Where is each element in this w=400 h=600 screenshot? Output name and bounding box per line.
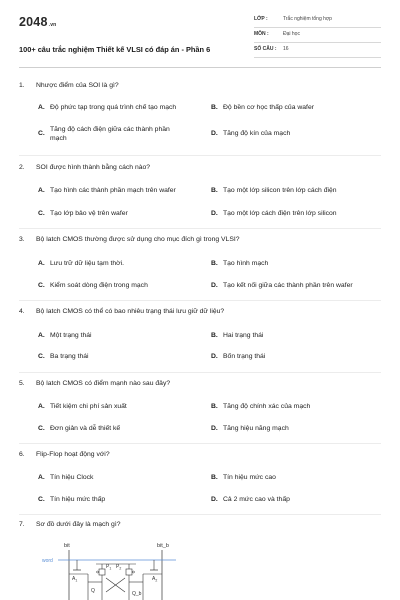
question-separator <box>19 372 381 373</box>
question-number: 5. <box>19 380 25 387</box>
question-number: 7. <box>19 521 25 528</box>
a1-label <box>72 576 77 583</box>
logo-sub: .vn <box>48 22 57 28</box>
option-letter: C. <box>38 353 45 360</box>
a2-label-main: A <box>152 576 156 582</box>
option-letter: B. <box>211 260 218 267</box>
site-logo[interactable] <box>19 15 56 29</box>
option-letter: D. <box>211 210 218 217</box>
question-text: Flip-Flop hoạt động với? <box>36 451 110 458</box>
option-text: Tạo hình mạch <box>223 260 269 267</box>
option-text: Lưu trữ dữ liệu tạm thời. <box>50 260 125 267</box>
meta-label: MÔN : <box>254 31 269 37</box>
option-letter: C. <box>38 210 45 217</box>
option-text: Tạo kết nối giữa các thành phần trên wafer <box>223 282 353 289</box>
p1-bubble <box>97 571 99 573</box>
a2-label <box>152 576 157 583</box>
option-letter: B. <box>211 403 218 410</box>
question-separator <box>19 514 381 515</box>
q-label: Q <box>91 588 95 594</box>
option-letter: D. <box>211 353 218 360</box>
question-heading <box>19 82 119 89</box>
option-text: Tín hiệu Clock <box>50 474 94 481</box>
option-letter: A. <box>38 332 45 339</box>
option-text: Một trạng thái <box>50 332 92 339</box>
a1-label-sub: 1 <box>75 578 78 583</box>
p2-label <box>116 564 121 571</box>
p1-label-main: P <box>106 564 110 570</box>
meta-row-class <box>254 13 381 28</box>
question-text: Sơ đồ dưới đây là mạch gì? <box>36 521 121 528</box>
meta-value: 16 <box>283 46 289 52</box>
bit-b-label: bit_b <box>157 543 169 549</box>
question-heading <box>19 308 224 315</box>
option-text: Tín hiệu mức cao <box>223 474 276 481</box>
a1-label-main: A <box>72 576 76 582</box>
option-text: Tạo một lớp cách điện trên lớp silicon <box>223 210 337 217</box>
option-letter: C. <box>38 496 45 503</box>
option-text: Tạo một lớp silicon trên lớp cách điện <box>223 187 337 194</box>
option-letter: A. <box>38 260 45 267</box>
p1-label <box>106 564 111 571</box>
option-text: Tín hiệu mức thấp <box>50 496 106 503</box>
header-divider <box>19 67 381 68</box>
option-letter: B. <box>211 104 218 111</box>
question-heading <box>19 451 110 458</box>
option-text: Kiểm soát dòng điện trong mạch <box>50 282 148 289</box>
circuit-diagram <box>36 538 186 600</box>
p2-bubble <box>133 571 135 573</box>
option-text: Ba trạng thái <box>50 353 89 360</box>
option-text: Cả 2 mức cao và thấp <box>223 496 290 503</box>
option-text: Tạo hình các thành phần mạch trên wafer <box>50 187 176 194</box>
option-text: Tăng độ kín của mạch <box>223 130 291 137</box>
option-text: Tiết kiệm chi phí sản xuất <box>50 403 127 410</box>
option-text: Tạo lớp bảo vệ trên wafer <box>50 210 128 217</box>
question-separator <box>19 155 381 156</box>
question-number: 6. <box>19 451 25 458</box>
question-text: Bộ latch CMOS có thể có bao nhiêu trạng thái lưu giữ dữ liệu? <box>36 308 225 315</box>
meta-label: LỚP : <box>254 16 268 22</box>
option-letter: B. <box>211 474 218 481</box>
option-letter: D. <box>211 425 218 432</box>
word-label: word <box>42 558 53 564</box>
option-letter: A. <box>38 474 45 481</box>
p1-body <box>99 569 105 575</box>
option-text: Tăng độ cách điện giữa các thành phần mạch <box>50 126 170 142</box>
bit-label: bit <box>64 543 70 549</box>
option-letter: A. <box>38 187 45 194</box>
meta-row-count <box>254 43 381 58</box>
option-letter: A. <box>38 403 45 410</box>
option-text: Tăng độ chính xác của mạch <box>223 403 311 410</box>
option-letter: B. <box>211 332 218 339</box>
option-letter: C. <box>38 425 45 432</box>
question-text: Bộ latch CMOS thường được sử dụng cho mục đích gì trong VLSI? <box>36 236 240 243</box>
option-letter: D. <box>211 496 218 503</box>
option-text: Đơn giản và dễ thiết kế <box>50 425 121 432</box>
question-number: 2. <box>19 164 25 171</box>
question-separator <box>19 300 381 301</box>
option-letter: D. <box>211 130 218 137</box>
option-text: Bốn trạng thái <box>223 353 266 360</box>
question-heading <box>19 380 170 387</box>
p1-label-sub: 1 <box>109 566 112 571</box>
option-letter: B. <box>211 187 218 194</box>
meta-value: Đại học <box>283 31 300 37</box>
p2-label-sub: 2 <box>119 566 122 571</box>
option-letter: D. <box>211 282 218 289</box>
question-separator <box>19 228 381 229</box>
question-number: 3. <box>19 236 25 243</box>
document-meta <box>254 13 381 58</box>
question-number: 1. <box>19 82 25 89</box>
question-separator <box>19 443 381 444</box>
meta-value: Trắc nghiệm tổng hợp <box>283 16 332 22</box>
document-header <box>19 13 381 63</box>
p2-label-main: P <box>116 564 120 570</box>
q-b-label: Q_b <box>132 591 142 597</box>
option-text: Hai trạng thái <box>223 332 264 339</box>
option-letter: C. <box>38 282 45 289</box>
document-title: 100+ câu trắc nghiệm Thiết kế VLSI có đáp án - Phần 6 <box>19 45 211 54</box>
option-letter: C. <box>38 130 45 137</box>
option-letter: A. <box>38 104 45 111</box>
a2-label-sub: 2 <box>155 578 158 583</box>
question-text: Nhược điểm của SOI là gì? <box>36 82 119 89</box>
question-number: 4. <box>19 308 25 315</box>
question-heading <box>19 236 240 243</box>
option-text: Độ bền cơ học thấp của wafer <box>223 104 314 111</box>
meta-label: SỐ CÂU : <box>254 46 277 52</box>
question-heading <box>19 164 150 171</box>
question-heading <box>19 521 121 528</box>
option-text: Tăng hiệu năng mạch <box>223 425 289 432</box>
p2-body <box>126 569 132 575</box>
logo-main: 2048 <box>19 15 48 29</box>
question-text: SOI được hình thành bằng cách nào? <box>36 164 151 171</box>
meta-row-subject <box>254 28 381 43</box>
question-text: Bộ latch CMOS có điểm mạnh nào sau đây? <box>36 380 171 387</box>
option-text: Độ phức tạp trong quá trình chế tạo mạch <box>50 104 177 111</box>
